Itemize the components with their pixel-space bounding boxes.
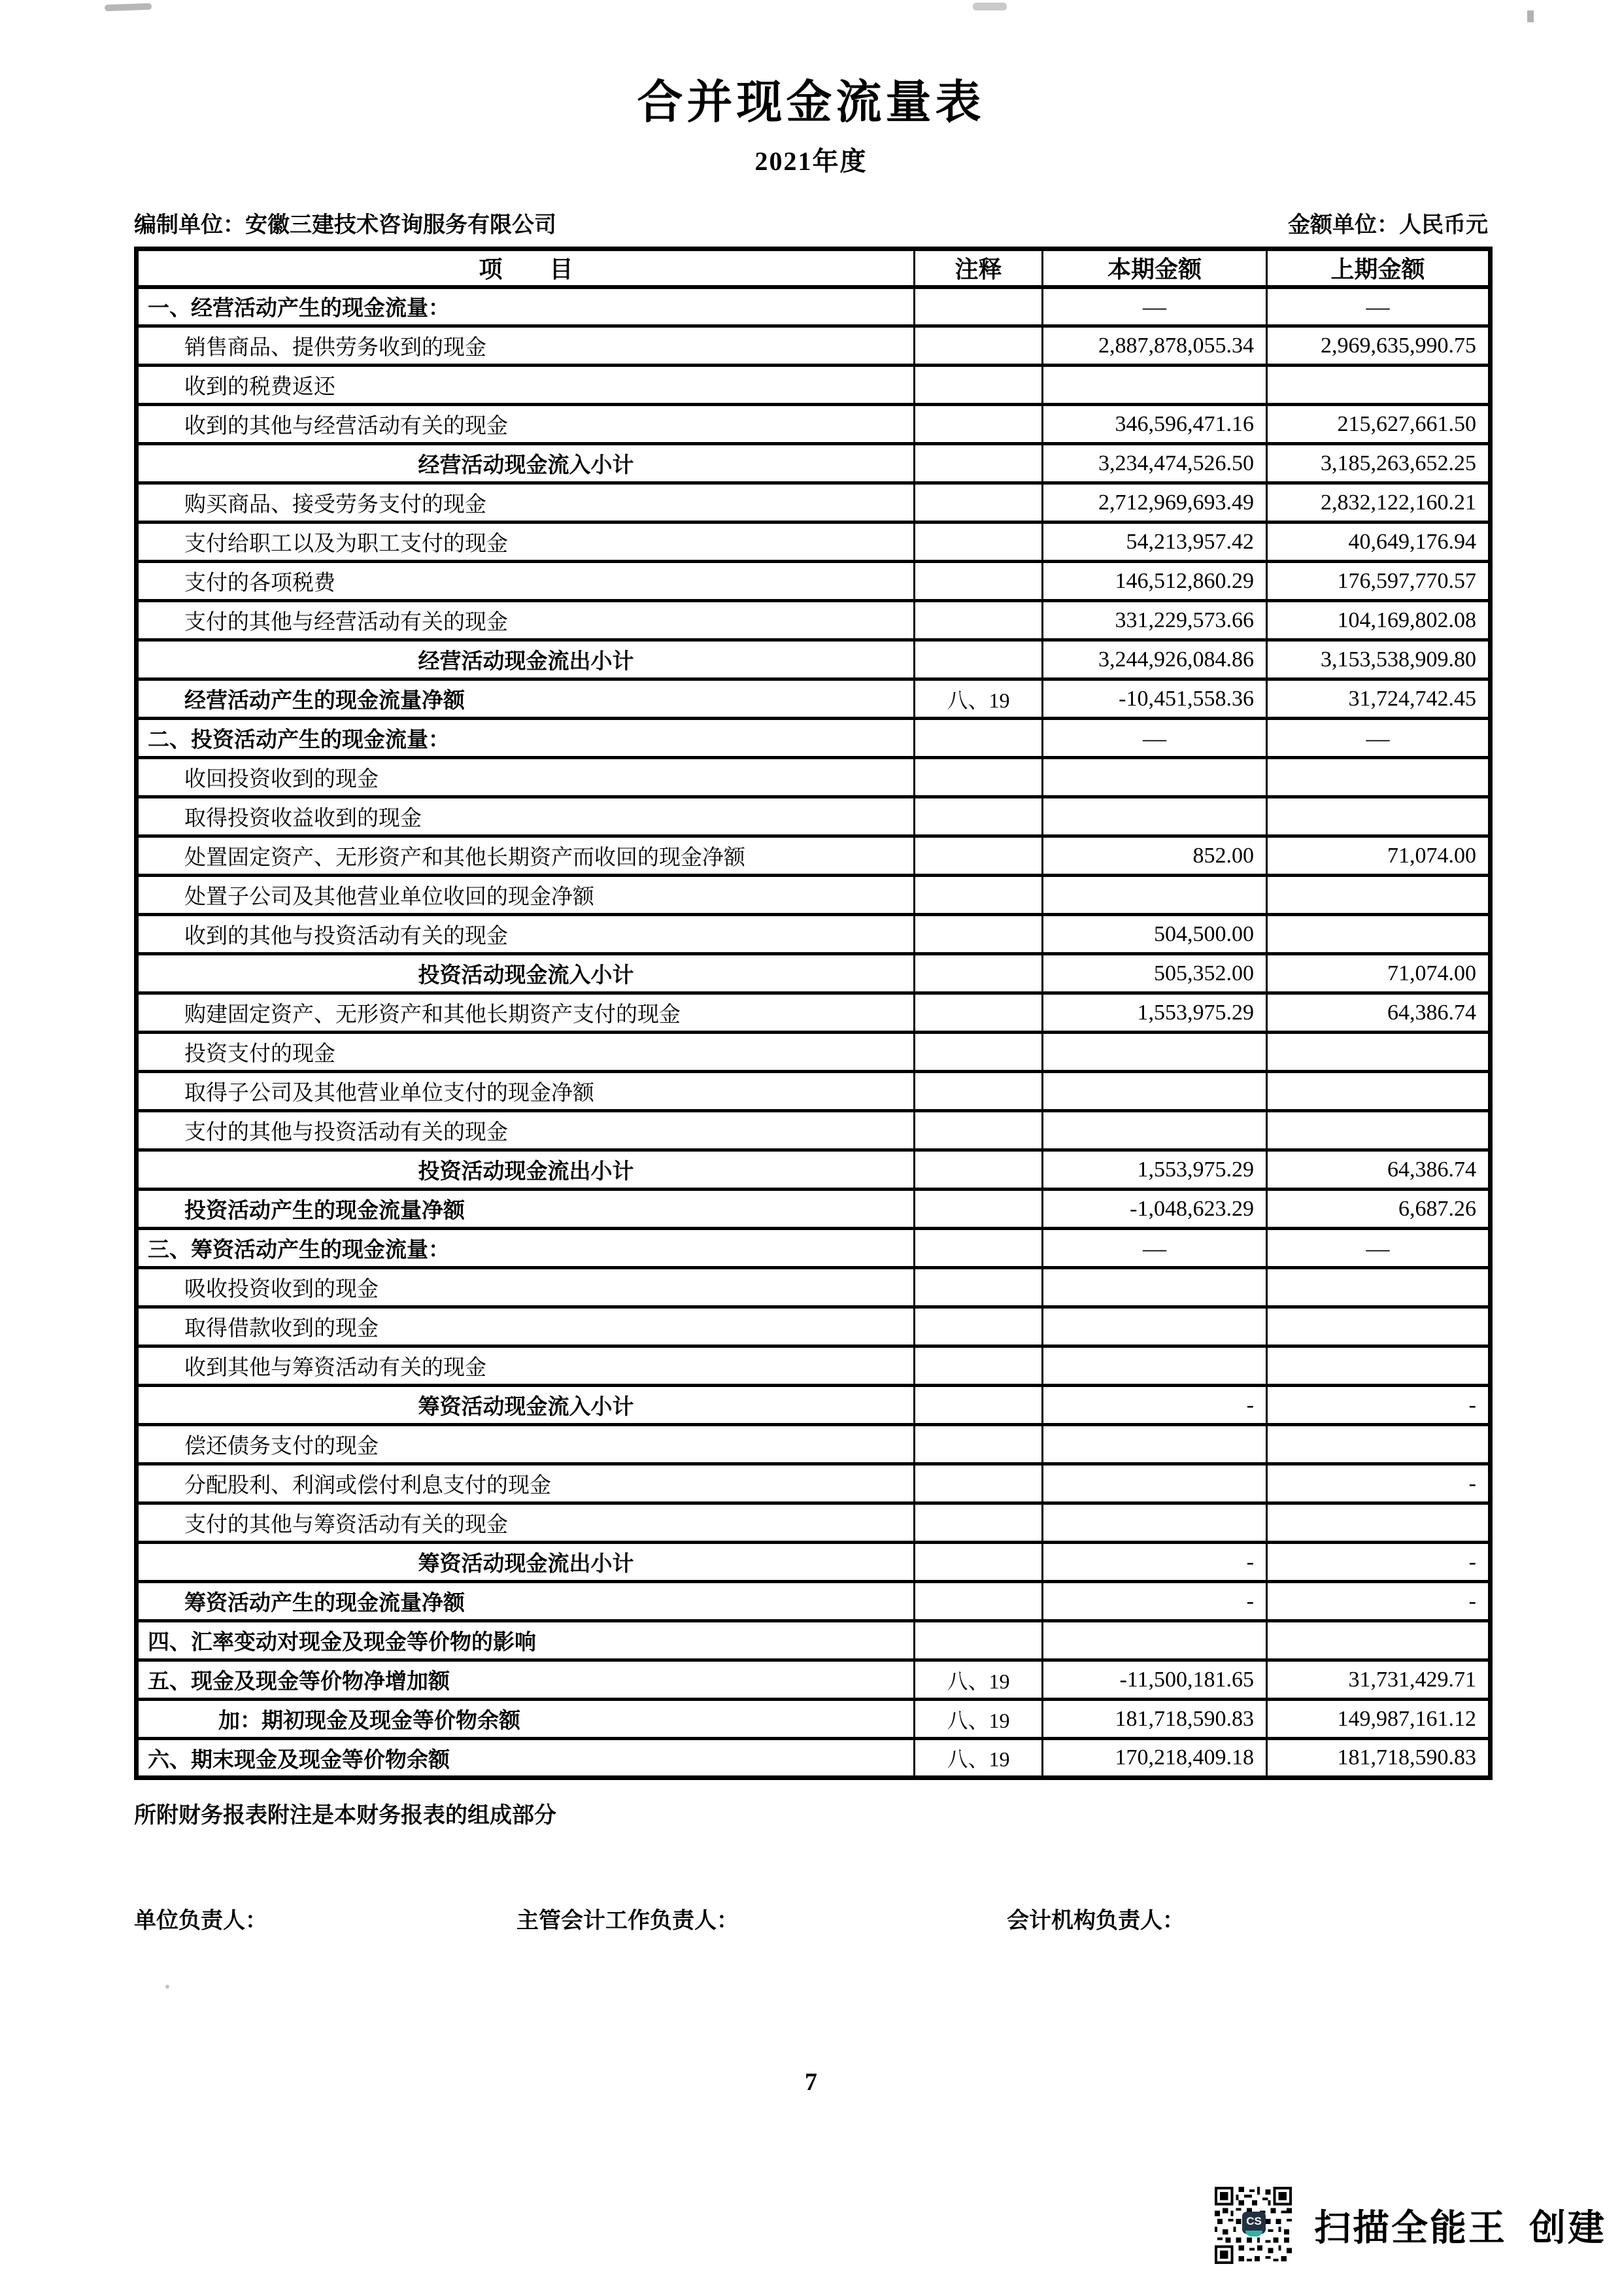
item-label: 购建固定资产、无形资产和其他长期资产支付的现金 (137, 993, 915, 1033)
prior-amount-cell: 149,987,161.12 (1267, 1700, 1491, 1739)
prior-amount-cell: 215,627,661.50 (1267, 405, 1491, 444)
current-amount-cell (1043, 1307, 1267, 1346)
note-cell (915, 1621, 1043, 1660)
note-cell (915, 758, 1043, 797)
note-cell (915, 523, 1043, 562)
current-amount-cell: 54,213,957.42 (1043, 523, 1267, 562)
table-row (137, 954, 1491, 993)
item-label: 投资活动现金流出小计 (137, 1150, 915, 1190)
item-label: 加：期初现金及现金等价物余额 (137, 1700, 915, 1739)
current-amount-cell: -10,451,558.36 (1043, 679, 1267, 719)
current-amount-cell: 1,553,975.29 (1043, 993, 1267, 1033)
item-label: 五、现金及现金等价物净增加额 (137, 1660, 915, 1700)
prior-amount-cell: 104,169,802.08 (1267, 601, 1491, 640)
column-header-note: 注释 (915, 249, 1043, 287)
signature-accounting-dept-head: 会计机构负责人： (1007, 1909, 1185, 1933)
prepared-by (134, 207, 556, 239)
prior-amount-cell (1267, 1111, 1491, 1150)
note-cell (915, 1425, 1043, 1464)
current-amount-cell: -11,500,181.65 (1043, 1660, 1267, 1700)
item-label: 取得借款收到的现金 (137, 1307, 915, 1346)
note-cell (915, 876, 1043, 915)
table-row (137, 405, 1491, 444)
table-row (137, 876, 1491, 915)
prior-amount-cell (1267, 758, 1491, 797)
table-row (137, 719, 1491, 758)
item-label: 支付给职工以及为职工支付的现金 (137, 523, 915, 562)
prior-amount-cell: 6,687.26 (1267, 1190, 1491, 1229)
current-amount-cell: 2,712,969,693.49 (1043, 483, 1267, 523)
item-label: 投资活动现金流入小计 (137, 954, 915, 993)
current-amount-cell (1043, 1425, 1267, 1464)
table-row (137, 483, 1491, 523)
table-row (137, 1425, 1491, 1464)
item-label: 收到其他与筹资活动有关的现金 (137, 1346, 915, 1386)
item-label: 收回投资收到的现金 (137, 758, 915, 797)
table-row (137, 993, 1491, 1033)
table-row (137, 640, 1491, 679)
note-cell (915, 1190, 1043, 1229)
table-row (137, 1307, 1491, 1346)
note-cell (915, 1582, 1043, 1621)
table-row (137, 366, 1491, 405)
current-amount-cell (1043, 758, 1267, 797)
current-amount-cell (1043, 1346, 1267, 1386)
note-cell (915, 444, 1043, 483)
prior-amount-cell: - (1267, 1582, 1491, 1621)
prior-amount-cell: 71,074.00 (1267, 836, 1491, 876)
note-cell (915, 1386, 1043, 1425)
prior-amount-cell: 64,386.74 (1267, 993, 1491, 1033)
note-cell (915, 954, 1043, 993)
prior-amount-cell (1267, 797, 1491, 836)
current-amount-cell: 505,352.00 (1043, 954, 1267, 993)
table-row (137, 1739, 1491, 1778)
table-row (137, 444, 1491, 483)
prior-amount-cell: 181,718,590.83 (1267, 1739, 1491, 1778)
item-label: 经营活动现金流入小计 (137, 444, 915, 483)
signature-row (0, 1902, 1622, 1935)
note-cell (915, 326, 1043, 366)
current-amount-cell (1043, 1621, 1267, 1660)
note-cell (915, 1111, 1043, 1150)
signature-chief-accountant: 主管会计工作负责人： (516, 1909, 739, 1933)
camscanner-logo (1242, 2212, 1266, 2234)
note-cell (915, 1307, 1043, 1346)
prior-amount-cell: 64,386.74 (1267, 1150, 1491, 1190)
prior-amount-cell: 2,969,635,990.75 (1267, 326, 1491, 366)
item-label: 二、投资活动产生的现金流量： (137, 719, 915, 758)
item-label: 经营活动现金流出小计 (137, 640, 915, 679)
note-cell (915, 483, 1043, 523)
note-cell (915, 993, 1043, 1033)
item-label: 一、经营活动产生的现金流量： (137, 287, 915, 326)
table-row (137, 601, 1491, 640)
table-row (137, 1386, 1491, 1425)
table-row (137, 287, 1491, 326)
prepared-by-value: 安徽三建技术咨询服务有限公司 (245, 213, 556, 237)
prior-amount-cell (1267, 1346, 1491, 1386)
current-amount-cell: 2,887,878,055.34 (1043, 326, 1267, 366)
item-label: 取得投资收益收到的现金 (137, 797, 915, 836)
prior-amount-cell: 3,153,538,909.80 (1267, 640, 1491, 679)
prior-amount-cell (1267, 876, 1491, 915)
table-row (137, 523, 1491, 562)
current-amount-cell: 1,553,975.29 (1043, 1150, 1267, 1190)
current-amount-cell: 3,244,926,084.86 (1043, 640, 1267, 679)
column-header-current-period: 本期金额 (1043, 249, 1267, 287)
prior-amount-cell (1267, 1072, 1491, 1111)
current-amount-cell: — (1043, 719, 1267, 758)
prepared-by-label: 编制单位： (134, 213, 245, 237)
item-label: 取得子公司及其他营业单位支付的现金净额 (137, 1072, 915, 1111)
prior-amount-cell: - (1267, 1464, 1491, 1503)
note-cell (915, 640, 1043, 679)
prior-amount-cell (1267, 915, 1491, 954)
prior-amount-cell: 176,597,770.57 (1267, 562, 1491, 601)
current-amount-cell: - (1043, 1386, 1267, 1425)
note-cell (915, 797, 1043, 836)
current-amount-cell (1043, 1072, 1267, 1111)
current-amount-cell: - (1043, 1543, 1267, 1582)
note-cell (915, 1543, 1043, 1582)
item-label: 收到的其他与投资活动有关的现金 (137, 915, 915, 954)
table-row (137, 1268, 1491, 1307)
item-label: 筹资活动产生的现金流量净额 (137, 1582, 915, 1621)
item-label: 处置固定资产、无形资产和其他长期资产而收回的现金净额 (137, 836, 915, 876)
table-body (137, 287, 1491, 1778)
item-label: 筹资活动现金流入小计 (137, 1386, 915, 1425)
table-row (137, 1346, 1491, 1386)
column-header-prior-period: 上期金额 (1267, 249, 1491, 287)
item-label: 支付的各项税费 (137, 562, 915, 601)
scanner-action: 创建 (1529, 2208, 1606, 2249)
item-label: 收到的税费返还 (137, 366, 915, 405)
camscanner-logo-text: CS (1246, 2215, 1262, 2227)
item-label: 销售商品、提供劳务收到的现金 (137, 326, 915, 366)
page-title: 合并现金流量表 (637, 78, 985, 128)
note-cell (915, 287, 1043, 326)
item-label: 筹资活动现金流出小计 (137, 1543, 915, 1582)
prior-amount-cell: — (1267, 1229, 1491, 1268)
note-cell (915, 719, 1043, 758)
item-label: 投资活动产生的现金流量净额 (137, 1190, 915, 1229)
note-cell (915, 601, 1043, 640)
item-label: 支付的其他与筹资活动有关的现金 (137, 1503, 915, 1543)
table-row (137, 562, 1491, 601)
note-cell (915, 915, 1043, 954)
table-row (137, 679, 1491, 719)
current-amount-cell (1043, 1268, 1267, 1307)
scan-artifact (1527, 10, 1534, 22)
current-amount-cell: 3,234,474,526.50 (1043, 444, 1267, 483)
current-amount-cell: 346,596,471.16 (1043, 405, 1267, 444)
current-amount-cell (1043, 797, 1267, 836)
note-cell (915, 836, 1043, 876)
note-cell (915, 366, 1043, 405)
prior-amount-cell (1267, 1425, 1491, 1464)
note-cell (915, 1268, 1043, 1307)
prior-amount-cell (1267, 1033, 1491, 1072)
current-amount-cell: 852.00 (1043, 836, 1267, 876)
note-cell (915, 1072, 1043, 1111)
note-cell (915, 1229, 1043, 1268)
prior-amount-cell: - (1267, 1543, 1491, 1582)
table-row (137, 1190, 1491, 1229)
note-cell (915, 1464, 1043, 1503)
prior-amount-cell: 40,649,176.94 (1267, 523, 1491, 562)
scanner-watermark (1215, 2187, 1606, 2264)
current-amount-cell (1043, 1111, 1267, 1150)
cash-flow-table (134, 247, 1493, 1780)
item-label: 分配股利、利润或偿付利息支付的现金 (137, 1464, 915, 1503)
note-cell (915, 562, 1043, 601)
currency-unit-label: 金额单位： (1288, 213, 1399, 237)
item-label: 经营活动产生的现金流量净额 (137, 679, 915, 719)
current-amount-cell (1043, 1464, 1267, 1503)
table-row (137, 1582, 1491, 1621)
current-amount-cell: — (1043, 287, 1267, 326)
current-amount-cell (1043, 876, 1267, 915)
page-subtitle: 2021年度 (754, 146, 868, 176)
scan-artifact (973, 3, 1007, 10)
item-label: 三、筹资活动产生的现金流量： (137, 1229, 915, 1268)
prior-amount-cell (1267, 1503, 1491, 1543)
current-amount-cell: - (1043, 1582, 1267, 1621)
qr-code (1215, 2187, 1292, 2264)
table-row (137, 1660, 1491, 1700)
prior-amount-cell (1267, 1268, 1491, 1307)
item-label: 四、汇率变动对现金及现金等价物的影响 (137, 1621, 915, 1660)
prior-amount-cell: - (1267, 1386, 1491, 1425)
prior-amount-cell: — (1267, 287, 1491, 326)
item-label: 处置子公司及其他营业单位收回的现金净额 (137, 876, 915, 915)
item-label: 吸收投资收到的现金 (137, 1268, 915, 1307)
current-amount-cell (1043, 1503, 1267, 1543)
table-row (137, 1150, 1491, 1190)
footnote: 所附财务报表附注是本财务报表的组成部分 (134, 1804, 556, 1828)
scanner-caption (1314, 2199, 1606, 2252)
table-row (137, 326, 1491, 366)
signature-unit-head: 单位负责人： (134, 1909, 267, 1933)
note-cell (915, 1150, 1043, 1190)
current-amount-cell: 146,512,860.29 (1043, 562, 1267, 601)
current-amount-cell: 331,229,573.66 (1043, 601, 1267, 640)
note-cell: 八、19 (915, 679, 1043, 719)
prior-amount-cell: 2,832,122,160.21 (1267, 483, 1491, 523)
prior-amount-cell (1267, 1621, 1491, 1660)
prior-amount-cell: 31,731,429.71 (1267, 1660, 1491, 1700)
current-amount-cell: -1,048,623.29 (1043, 1190, 1267, 1229)
current-amount-cell (1043, 1033, 1267, 1072)
current-amount-cell: — (1043, 1229, 1267, 1268)
table-row (137, 797, 1491, 836)
table-row (137, 1700, 1491, 1739)
item-label: 支付的其他与经营活动有关的现金 (137, 601, 915, 640)
item-label: 投资支付的现金 (137, 1033, 915, 1072)
current-amount-cell: 504,500.00 (1043, 915, 1267, 954)
prior-amount-cell: 31,724,742.45 (1267, 679, 1491, 719)
current-amount-cell: 181,718,590.83 (1043, 1700, 1267, 1739)
item-label: 收到的其他与经营活动有关的现金 (137, 405, 915, 444)
prior-amount-cell (1267, 1307, 1491, 1346)
note-cell: 八、19 (915, 1700, 1043, 1739)
note-cell (915, 1033, 1043, 1072)
table-row (137, 1503, 1491, 1543)
table-row (137, 1464, 1491, 1503)
column-header-item: 项 目 (137, 249, 915, 287)
table-row (137, 1033, 1491, 1072)
current-amount-cell: 170,218,409.18 (1043, 1739, 1267, 1778)
item-label: 偿还债务支付的现金 (137, 1425, 915, 1464)
note-cell (915, 1346, 1043, 1386)
table-row (137, 1111, 1491, 1150)
item-label: 支付的其他与投资活动有关的现金 (137, 1111, 915, 1150)
current-amount-cell (1043, 366, 1267, 405)
prior-amount-cell: 3,185,263,652.25 (1267, 444, 1491, 483)
table-row (137, 1072, 1491, 1111)
table-row (137, 1621, 1491, 1660)
table-row (137, 915, 1491, 954)
item-label: 购买商品、接受劳务支付的现金 (137, 483, 915, 523)
table-row (137, 836, 1491, 876)
table-header-row (137, 249, 1491, 287)
prior-amount-cell (1267, 366, 1491, 405)
table-row (137, 1229, 1491, 1268)
currency-unit (1288, 207, 1488, 239)
note-cell (915, 1503, 1043, 1543)
scan-artifact (165, 1985, 169, 1989)
note-cell: 八、19 (915, 1660, 1043, 1700)
prior-amount-cell: — (1267, 719, 1491, 758)
table-row (137, 1543, 1491, 1582)
currency-unit-value: 人民币元 (1399, 213, 1488, 237)
note-cell (915, 405, 1043, 444)
item-label: 六、期末现金及现金等价物余额 (137, 1739, 915, 1778)
note-cell: 八、19 (915, 1739, 1043, 1778)
page-number: 7 (805, 2068, 817, 2096)
prior-amount-cell: 71,074.00 (1267, 954, 1491, 993)
scanner-app-name: 扫描全能王 (1314, 2208, 1507, 2249)
table-row (137, 758, 1491, 797)
meta-row (134, 207, 1488, 239)
